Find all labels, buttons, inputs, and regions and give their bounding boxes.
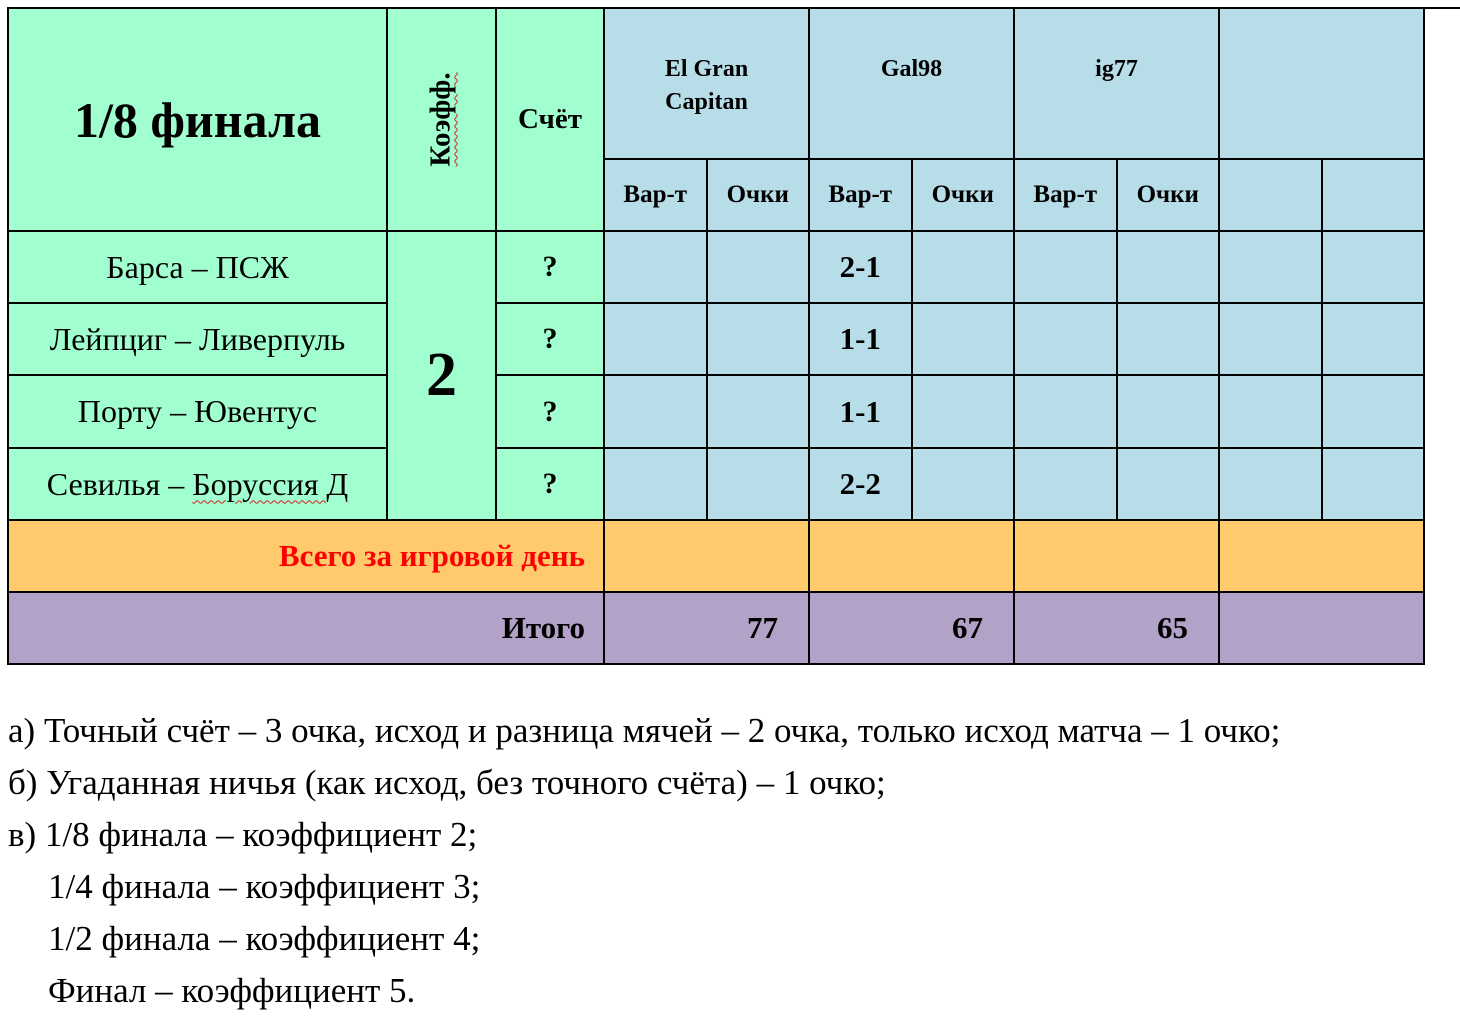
player-header-1: El Gran Capitan: [605, 9, 810, 160]
day-total-label: Всего за игровой день: [9, 521, 605, 593]
match-score: ?: [497, 449, 605, 521]
match-score: ?: [497, 304, 605, 376]
match-teams: Барса – ПСЖ: [9, 232, 388, 304]
rule-line: б) Угаданная ничья (как исход, без точного счёта) – 1 очко;: [8, 763, 886, 802]
points-cell: [1118, 376, 1221, 449]
grand-total-value: 77: [605, 593, 810, 665]
coef-header: [388, 9, 497, 232]
grand-total-value: [1220, 593, 1425, 665]
player-header-4: [1220, 9, 1425, 160]
coef-header-label: Коэфф.: [425, 72, 457, 167]
prediction-cell: 1-1: [810, 304, 913, 376]
match-teams: [9, 449, 388, 521]
points-cell: [1118, 232, 1221, 304]
prediction-cell: [1015, 304, 1118, 376]
points-cell: [913, 449, 1016, 521]
round-title: 1/8 финала: [9, 9, 388, 232]
rule-line: в) 1/8 финала – коэффициент 2;: [8, 815, 478, 854]
points-cell: [1118, 449, 1221, 521]
points-cell: [708, 376, 811, 449]
points-cell: [913, 376, 1016, 449]
points-header: Очки: [913, 160, 1016, 232]
points-cell: [708, 449, 811, 521]
day-total-cell: [605, 521, 810, 593]
prediction-cell: 2-2: [810, 449, 913, 521]
prediction-header: Вар-т: [810, 160, 913, 232]
player-header-2: Gal98: [810, 9, 1015, 160]
scoring-rules: [8, 705, 1458, 1017]
match-teams-part2: Боруссия Д: [192, 465, 349, 502]
points-header: Очки: [1118, 160, 1221, 232]
prediction-cell: [1220, 376, 1323, 449]
prediction-cell: [1220, 232, 1323, 304]
match-teams: Лейпциг – Ливерпуль: [9, 304, 388, 376]
empty-cell: [1323, 160, 1426, 232]
score-header: Счёт: [497, 9, 605, 232]
day-total-cell: [1015, 521, 1220, 593]
points-cell: [708, 304, 811, 376]
prediction-cell: [605, 232, 708, 304]
rule-line: 1/2 финала – коэффициент 4;: [48, 919, 481, 958]
prediction-cell: [1015, 449, 1118, 521]
prediction-cell: 2-1: [810, 232, 913, 304]
grand-total-value: 67: [810, 593, 1015, 665]
grand-total-value: 65: [1015, 593, 1220, 665]
rule-line: Финал – коэффициент 5.: [48, 971, 416, 1010]
prediction-cell: [1015, 232, 1118, 304]
day-total-cell: [1220, 521, 1425, 593]
points-header: Очки: [708, 160, 811, 232]
match-score: ?: [497, 376, 605, 449]
prediction-cell: 1-1: [810, 376, 913, 449]
day-total-cell: [810, 521, 1015, 593]
prediction-cell: [605, 449, 708, 521]
prediction-cell: [1220, 304, 1323, 376]
empty-cell: [1220, 160, 1323, 232]
scores-table: [7, 7, 1460, 665]
points-cell: [1323, 304, 1426, 376]
prediction-cell: [605, 304, 708, 376]
match-teams: Порту – Ювентус: [9, 376, 388, 449]
coefficient-value: 2: [388, 232, 497, 521]
points-cell: [1118, 304, 1221, 376]
points-cell: [1323, 376, 1426, 449]
points-cell: [708, 232, 811, 304]
match-teams-part1: Севилья –: [46, 465, 193, 502]
prediction-cell: [1015, 376, 1118, 449]
match-score: ?: [497, 232, 605, 304]
rule-line: а) Точный счёт – 3 очка, исход и разница мячей – 2 очка, только исход матча – 1 очко;: [8, 711, 1281, 750]
prediction-header: Вар-т: [605, 160, 708, 232]
points-cell: [1323, 232, 1426, 304]
grand-total-label: Итого: [9, 593, 605, 665]
prediction-cell: [1220, 449, 1323, 521]
rule-line: 1/4 финала – коэффициент 3;: [48, 867, 481, 906]
prediction-cell: [605, 376, 708, 449]
player-header-3: ig77: [1015, 9, 1220, 160]
points-cell: [913, 304, 1016, 376]
points-cell: [1323, 449, 1426, 521]
prediction-header: Вар-т: [1015, 160, 1118, 232]
points-cell: [913, 232, 1016, 304]
